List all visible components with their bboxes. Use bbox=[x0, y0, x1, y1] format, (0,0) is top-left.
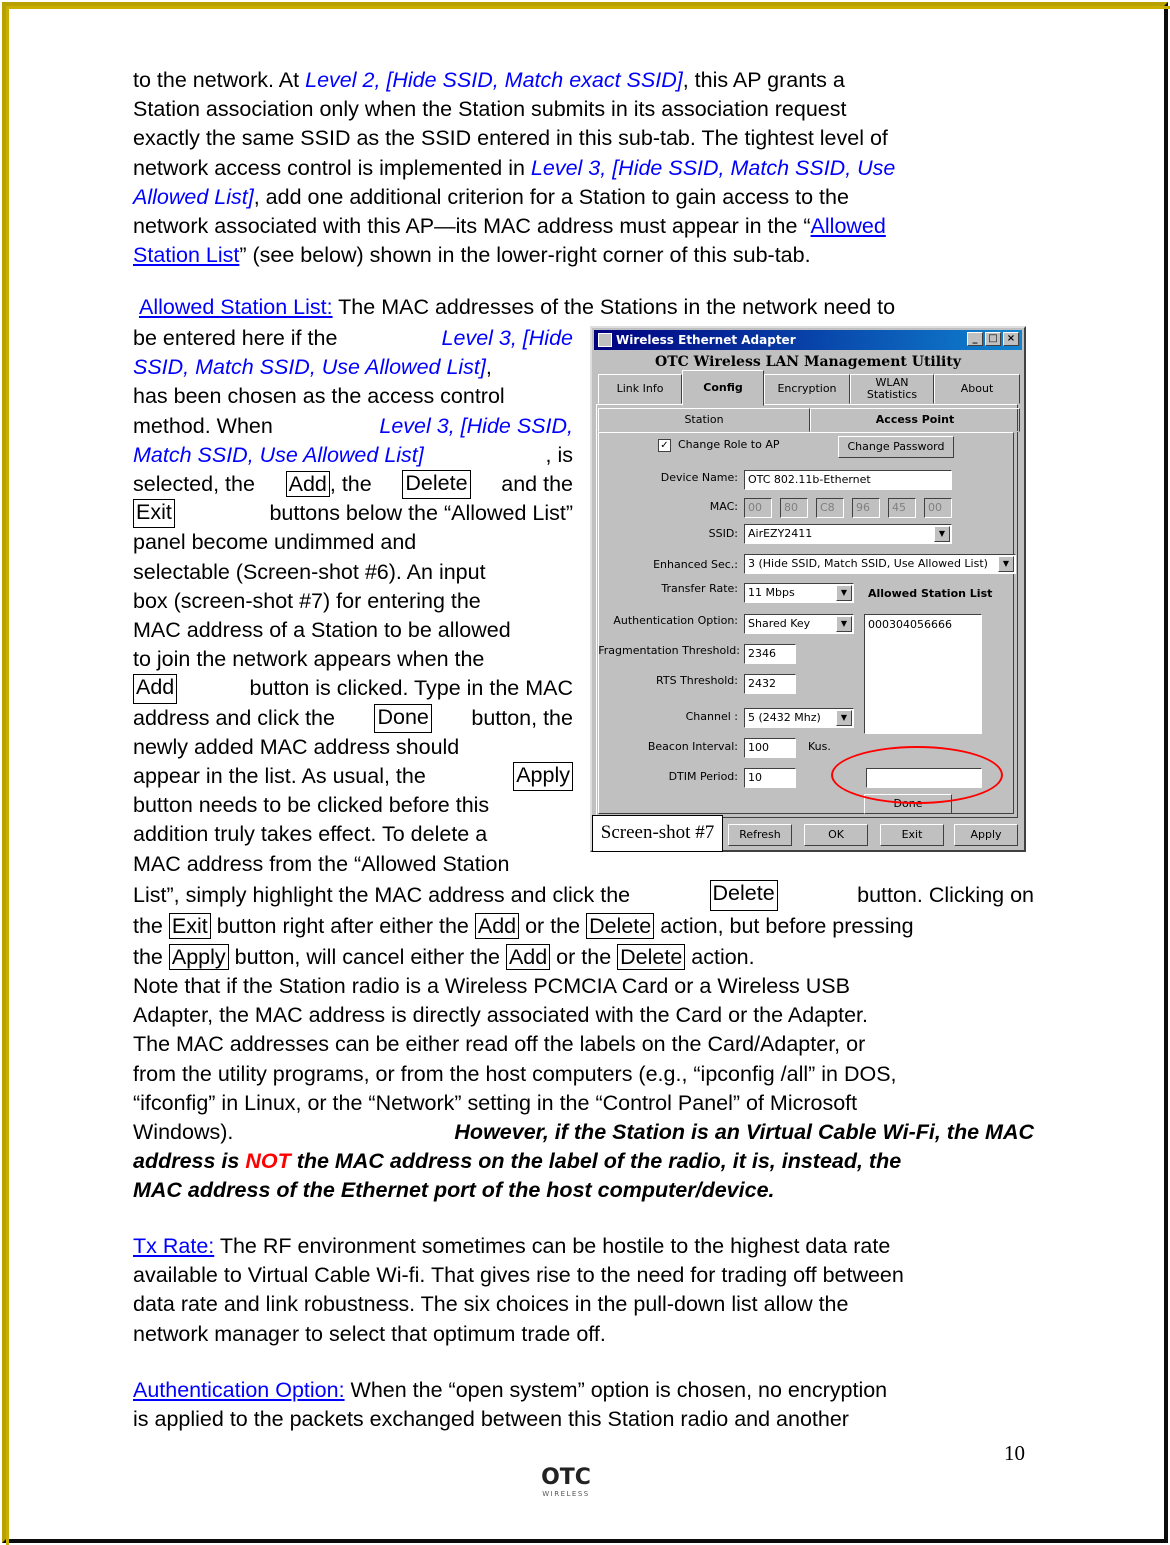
mac-field: 00 bbox=[924, 498, 952, 518]
refresh-button[interactable]: Refresh bbox=[728, 824, 792, 846]
apply-ref: Apply bbox=[513, 762, 573, 791]
level2-ref: Level 2, [Hide SSID, Match exact SSID] bbox=[305, 68, 683, 92]
list-item[interactable]: 000304056666 bbox=[868, 618, 952, 631]
mac-field: 96 bbox=[852, 498, 880, 518]
enhanced-sec-select[interactable]: 3 (Hide SSID, Match SSID, Use Allowed List) ▼ bbox=[744, 554, 1016, 574]
allowed-heading-line: Allowed Station List: The MAC addresses of the Stations in the network need to bbox=[138, 295, 896, 319]
beacon-interval-field[interactable]: 100 bbox=[744, 738, 796, 758]
chevron-down-icon[interactable]: ▼ bbox=[934, 526, 950, 542]
allowed-list-label: Allowed Station List bbox=[868, 587, 993, 600]
ssid-select[interactable]: AirEZY2411 ▼ bbox=[744, 524, 952, 544]
change-role-checkbox[interactable]: ✓ bbox=[658, 439, 671, 452]
apply-button[interactable]: Apply bbox=[954, 824, 1018, 846]
exit-button[interactable]: Exit bbox=[880, 824, 944, 846]
maximize-button[interactable]: □ bbox=[985, 332, 1001, 346]
allowed-left-column: be entered here if the Level 3, [Hide SSID, Match SSID, Use Allowed List], has been chosen as the access control method. When Level 3, [Hide SSID, Match SSID, Use Allowed List] , is selected, the Add , the Delete and the Exit buttons below the “Allowed List” panel become undimmed and selectable (Screen-shot #6). An input box (screen-shot #7) for entering the MAC address of a Station to be allowed to join the network appears when the Add button is clicked. Type in the MAC address and click the Done button, the newly added MAC address should appear in the list. As usual, the Apply button needs to be clicked before this addition truly takes effect. To delete a MAC address from the “Allowed Station bbox=[133, 326, 573, 876]
logo-text: OTC bbox=[541, 1465, 591, 1490]
close-button[interactable]: × bbox=[1003, 332, 1019, 346]
page-number: 10 bbox=[1004, 1441, 1025, 1465]
screenshot-caption: Screen-shot #7 bbox=[592, 815, 723, 852]
transfer-rate-select[interactable]: 11 Mbps ▼ bbox=[744, 583, 854, 603]
mac-field: 80 bbox=[780, 498, 808, 518]
mac-field: 00 bbox=[744, 498, 772, 518]
device-name-field[interactable]: OTC 802.11b-Ethernet bbox=[744, 470, 952, 490]
main-tabs bbox=[598, 372, 1018, 404]
otc-logo bbox=[532, 1462, 600, 1500]
subtab-station[interactable]: Station bbox=[598, 408, 810, 432]
frag-threshold-field[interactable]: 2346 bbox=[744, 644, 796, 664]
mac-field: 45 bbox=[888, 498, 916, 518]
ok-button[interactable]: OK bbox=[804, 824, 868, 846]
app-icon bbox=[598, 333, 612, 347]
logo-subtext: WIRELESS bbox=[542, 1490, 590, 1498]
tab-about[interactable]: About bbox=[934, 374, 1020, 404]
done-button[interactable]: Done bbox=[864, 794, 952, 814]
allowed-list-link[interactable]: Allowed bbox=[810, 214, 886, 239]
allowed-continued: List”, simply highlight the MAC address and click the Delete button. Clicking on the Exit button right after either the Add or the Delete action, but before pressing the Apply button, will cancel either the Add or the Delete action. bbox=[133, 881, 1034, 969]
chevron-down-icon[interactable]: ▼ bbox=[998, 556, 1014, 572]
auth-paragraph: Authentication Option: When the “open system” option is chosen, no encryption is applied to the packets exchanged between this Station radio and another bbox=[133, 1378, 888, 1432]
mac-field: C8 bbox=[816, 498, 844, 518]
chevron-down-icon[interactable]: ▼ bbox=[836, 710, 852, 726]
auth-option-heading: Authentication Option: bbox=[133, 1378, 345, 1402]
tab-link-info[interactable]: Link Info bbox=[598, 374, 682, 404]
chevron-down-icon[interactable]: ▼ bbox=[836, 585, 852, 601]
tx-rate-heading: Tx Rate: bbox=[133, 1234, 215, 1258]
auth-option-select[interactable]: Shared Key ▼ bbox=[744, 614, 854, 634]
highlight-oval bbox=[831, 746, 1003, 804]
not-emphasis: NOT bbox=[245, 1149, 291, 1174]
subtab-access-point[interactable]: Access Point bbox=[810, 408, 1020, 432]
rts-threshold-field[interactable]: 2432 bbox=[744, 674, 796, 694]
screenshot-window: Wireless Ethernet Adapter _ □ × OTC Wireless LAN Management Utility Link Info Config Encryption WLAN Statistics About Station Access Point ✓ Change Role to AP Change Password Device Name: OTC 802.11b-Ethernet MAC: 00 80 C8 96 45 00 SSID: AirEZY2411 ▼ Enhanced Sec.: 3 (Hide SSID, Match SSID, Use Allowed List) ▼ Transfer Rate: 11 Mbps ▼ Allowed Station List Authentication Option: Shared Key ▼ 000304056666 Fragmentation Threshold: 2346 RTS Threshold: 2432 Channel : 5 (2432 Mhz) ▼ Beacon Interval: 100 Kus. DTIM Period: 10 Done Refresh OK Exit Apply bbox=[590, 326, 1026, 852]
chevron-down-icon[interactable]: ▼ bbox=[836, 616, 852, 632]
channel-select[interactable]: 5 (2432 Mhz) ▼ bbox=[744, 708, 854, 728]
intro-paragraph: to the network. At Level 2, [Hide SSID, Match exact SSID], this AP grants a Station association only when the Station submits in its association request exactly the same SSID as the SSID entered in this sub-tab. The tightest level of network access control is implemented in Level 3, [Hide SSID, Match SSID, Use Allowed List], add one additional criterion for a Station to gain access to the network associated with this AP—its MAC address must appear in the “Allowed Station List” (see below) shown in the lower-right corner of this sub-tab. bbox=[133, 68, 896, 268]
exit-ref: Exit bbox=[133, 499, 175, 528]
tab-config[interactable]: Config bbox=[682, 370, 764, 406]
tab-wlan-statistics[interactable]: WLAN Statistics bbox=[850, 374, 934, 404]
done-ref: Done bbox=[374, 704, 431, 733]
note-paragraph: Note that if the Station radio is a Wireless PCMCIA Card or a Wireless USB Adapter, the MAC address is directly associated with the Card or the Adapter. The MAC addresses can be either read off the labels on the Card/Adapter, or from the utility programs, or from the host computers (e.g., “ipconfig /all” in DOS, “ifconfig” in Linux, or the “Network” setting in the “Control Panel” of Microsoft Windows). However, if the Station is an Virtual Cable Wi-Fi, the MAC address is NOT the MAC address on the label of the radio, it is, instead, the MAC address of the Ethernet port of the host computer/device. bbox=[133, 974, 1034, 1203]
add-ref: Add bbox=[286, 471, 330, 497]
delete-ref: Delete bbox=[402, 470, 470, 499]
minimize-button[interactable]: _ bbox=[967, 332, 983, 346]
change-password-button[interactable]: Change Password bbox=[838, 436, 954, 458]
tab-encryption[interactable]: Encryption bbox=[764, 374, 850, 404]
allowed-station-listbox[interactable] bbox=[864, 614, 982, 734]
window-titlebar: Wireless Ethernet Adapter _ □ × bbox=[594, 330, 1022, 350]
allowed-station-list-heading: Allowed Station List: bbox=[138, 295, 333, 319]
app-title: OTC Wireless LAN Management Utility bbox=[655, 354, 961, 370]
dtim-period-field[interactable]: 10 bbox=[744, 768, 796, 788]
txrate-paragraph: Tx Rate: The RF environment sometimes can be hostile to the highest data rate available to Virtual Cable Wi-fi. That gives rise to the need for trading off between data rate and link robustness. The six choices in the pull-down list allow the network manager to select that optimum trade off. bbox=[133, 1234, 904, 1346]
